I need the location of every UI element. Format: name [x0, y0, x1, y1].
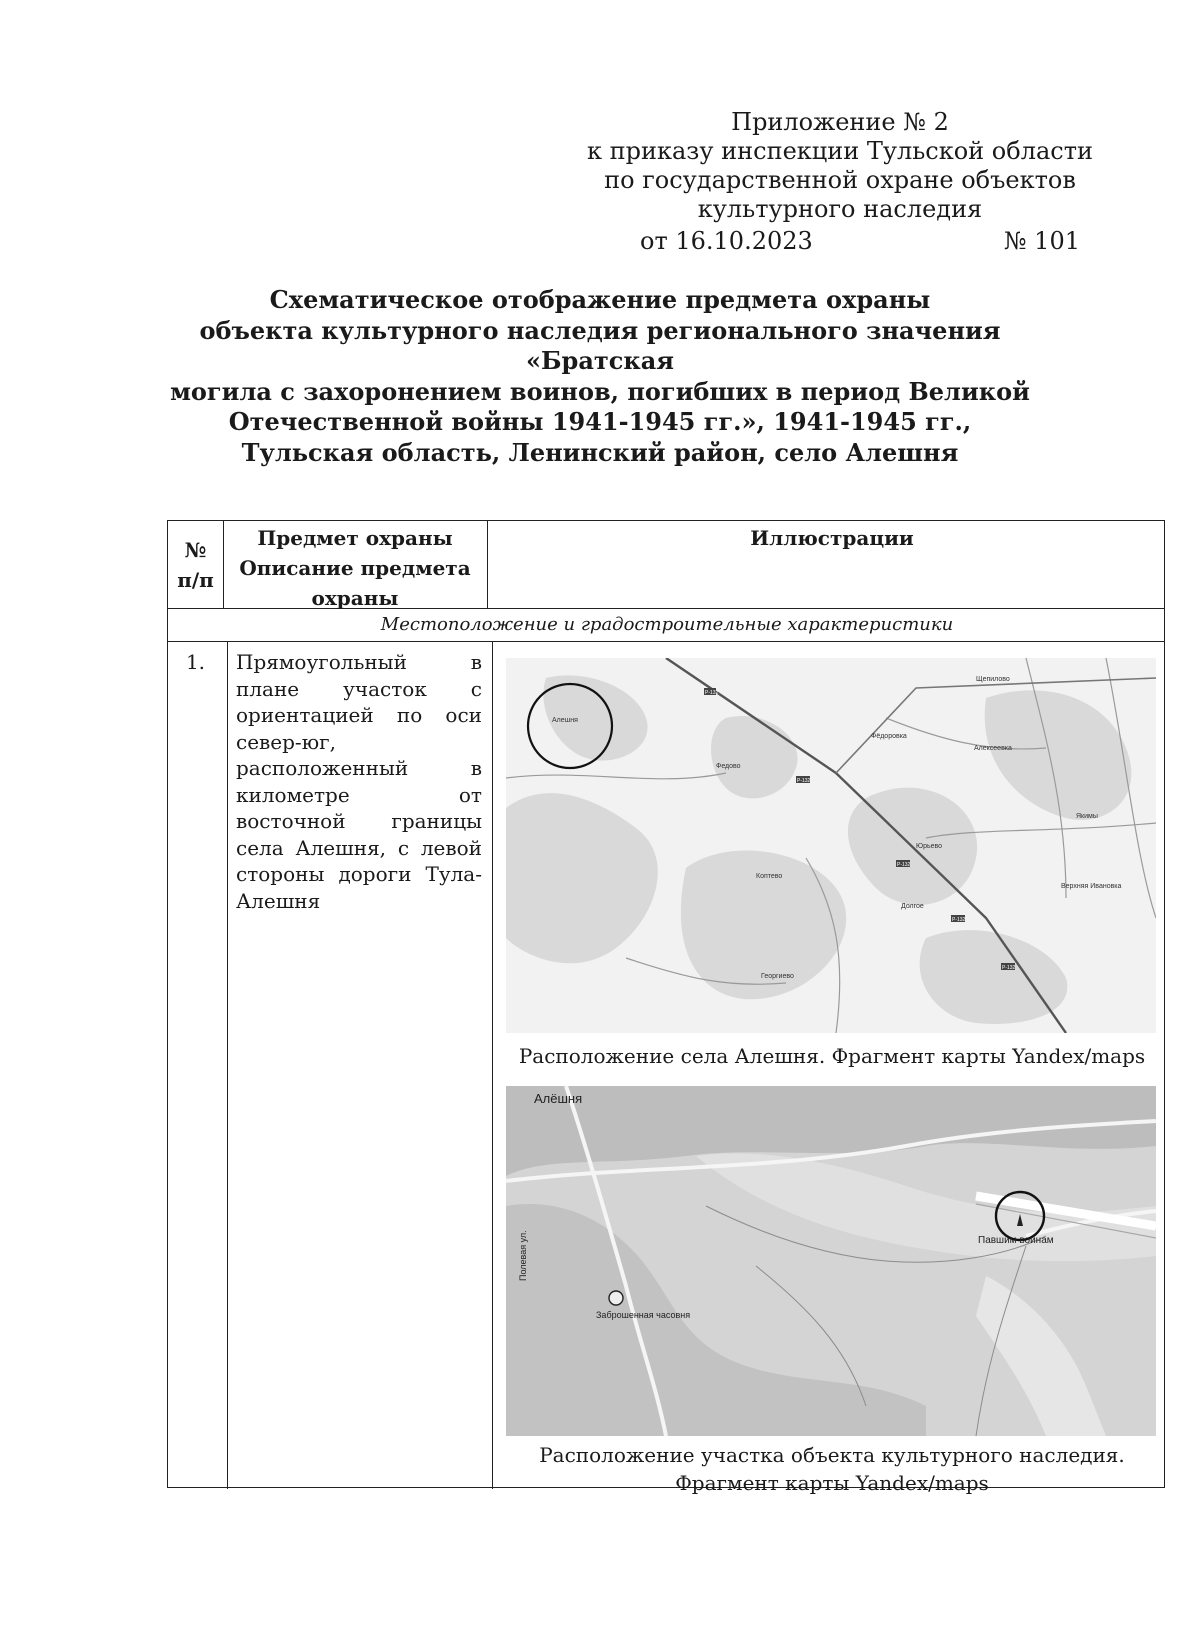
header-subject-line-2: Описание предмета [239, 556, 471, 580]
header-illustrations: Иллюстрации [750, 526, 914, 550]
appendix-order-line: к приказу инспекции Тульской области [587, 137, 1093, 165]
map1-label-7: Коптево [756, 873, 783, 880]
site-map-graphic [506, 1086, 1156, 1436]
map2-label-monument: Павшим воинам [978, 1235, 1054, 1246]
map2-caption-line-1: Расположение участка объекта культурного наследия. [539, 1443, 1125, 1467]
row-number: 1. [185, 650, 206, 674]
title-line-3: могила с захоронением воинов, погибших в период Великой [170, 376, 1030, 406]
title-line-1: Схематическое отображение предмета охраны [269, 285, 931, 314]
map1-label-9: Верхняя Ивановка [1061, 883, 1122, 890]
road-code-label: Р-132 [1002, 965, 1016, 971]
section-heading: Местоположение и градостроительные характеристики [380, 614, 954, 635]
map2-label-street: Полевая ул. [518, 1230, 528, 1281]
header-subject-line-3: охраны [311, 586, 399, 610]
appendix-block [580, 108, 1100, 255]
header-number-sign: № [184, 538, 207, 562]
map1-label-3: Алексеевка [974, 745, 1012, 752]
site-location-map [506, 1086, 1156, 1436]
map1-label-6: Юрьево [916, 843, 943, 850]
road-code-label: Р-132 [705, 690, 719, 696]
appendix-title: Приложение № 2 [731, 108, 949, 136]
map2-caption [498, 1441, 1166, 1497]
header-subject [223, 523, 487, 613]
map1-label-1: Щепилово [976, 676, 1010, 683]
row-description: Прямоугольный в плане участок с ориентацией по оси север-юг, расположенный в километре от восточной границы села Алешня, с левой стороны дороги Тула-Алешня [236, 650, 482, 913]
title-line-2: объекта культурного наследия регионального значения «Братская [199, 315, 1001, 375]
road-code-label: Р-132 [952, 917, 966, 923]
appendix-heritage-line: культурного наследия [697, 195, 983, 223]
appendix-date-line [640, 227, 1080, 257]
road-code-label: Р-132 [897, 862, 911, 868]
header-number [168, 535, 223, 595]
protection-table [167, 520, 1165, 1495]
appendix-authority-line: по государственной охране объектов [604, 166, 1076, 194]
title-line-5: Тульская область, Ленинский район, село Алешня [241, 437, 959, 467]
order-number: № 101 [1003, 227, 1080, 255]
map1-label-10: Георгиево [761, 973, 794, 980]
title-line-4: Отечественной войны 1941-1945 гг.», 1941-1945 гг., [228, 407, 972, 436]
col-divider-2-header [487, 521, 488, 608]
map1-label-5: Якимы [1076, 813, 1098, 820]
header-subject-line-1: Предмет охраны [257, 526, 453, 550]
map2-caption-line-2: Фрагмент карты Yandex/maps [675, 1471, 989, 1495]
col-divider-2-body [492, 641, 493, 1489]
header-number-abbr: п/п [177, 568, 214, 592]
map1-caption: Расположение села Алешня. Фрагмент карты Yandex/maps [518, 1044, 1146, 1068]
map2-label-aleshnya: Алёшня [534, 1091, 583, 1106]
village-map-graphic [506, 658, 1156, 1033]
section-divider [168, 641, 1164, 642]
map1-label-aleshnya: Алешня [552, 717, 578, 724]
order-date: от 16.10.2023 [640, 227, 813, 255]
chapel-icon [609, 1291, 623, 1305]
map1-label-2: Фёдоровка [871, 733, 907, 740]
map1-label-8: Долгое [901, 903, 924, 910]
village-location-map [506, 658, 1156, 1033]
document-title [150, 285, 1050, 468]
map1-label-4: Федово [716, 763, 741, 770]
road-code-label: Р-132 [797, 778, 811, 784]
col-divider-1-body [227, 641, 228, 1489]
map2-label-chapel: Заброшенная часовня [596, 1310, 691, 1320]
